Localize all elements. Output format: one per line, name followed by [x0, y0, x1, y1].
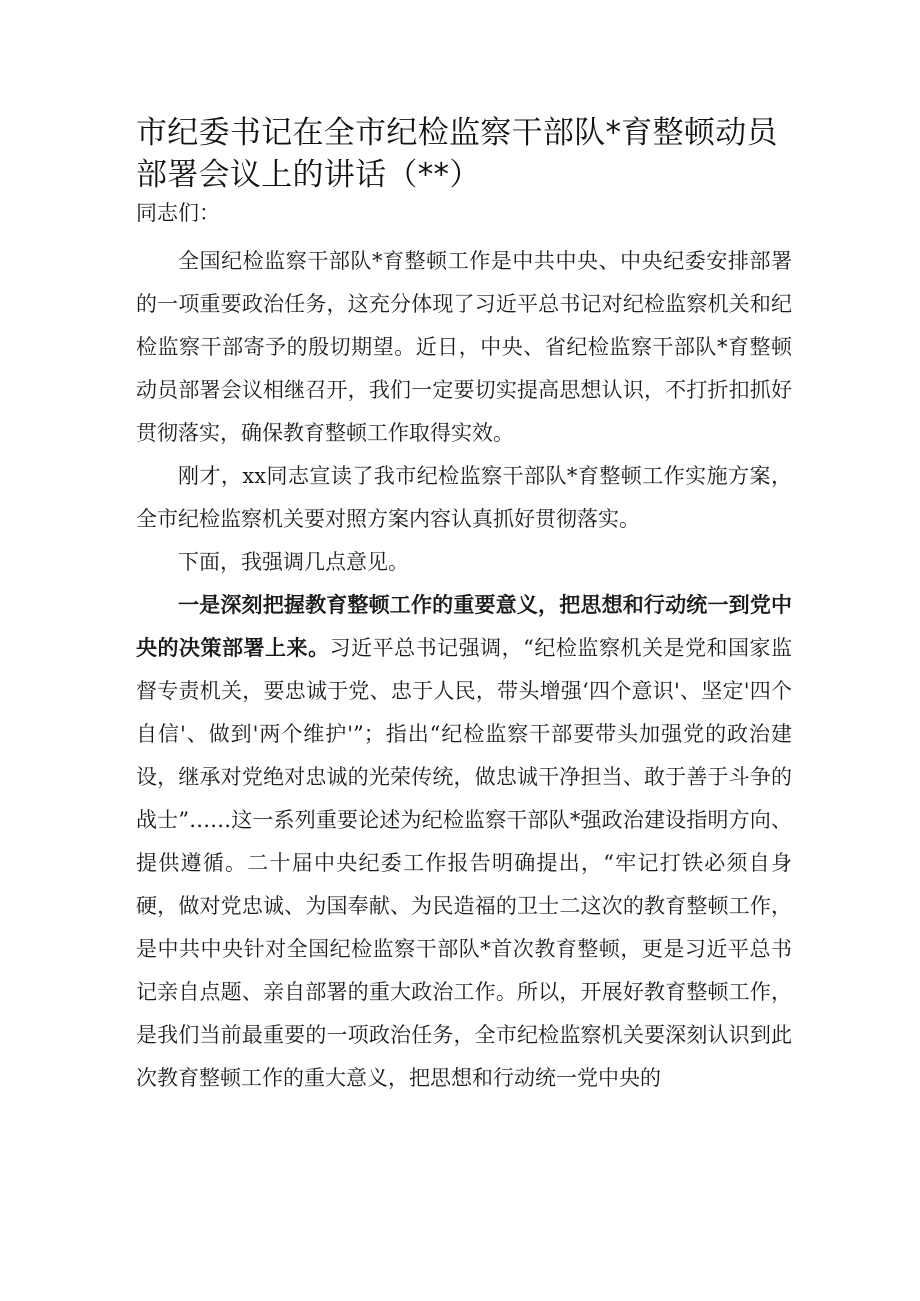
- paragraph-4: [136, 584, 792, 1100]
- paragraph-3: 下面，我强调几点意见。: [178, 550, 409, 574]
- paragraph-4-lead: 一是深刻把握教育整顿工作的重要意义，把思想和行动统一到党中央的决策部署上来。: [136, 593, 792, 660]
- paragraph-4-body: 习近平总书记强调，“纪检监察机关是党和国家监督专责机关，要忠诚于党、忠于人民，带头增强‘四个意识'、坚定'四个自信'、做到'两个维护'”；指出“纪检监察干部要带头加强党的政治建设，继承对党绝对忠诚的光荣传统，做忠诚干净担当、敢于善于斗争的战士”……这一系列重要论述为纪检监察干部队*强政治建设指明方向、提供遵循。二十届中央纪委工作报告明确提出，“牢记打铁必须自身硬，做对党忠诚、为国奉献、为民造福的卫士二这次的教育整顿工作，是中共中央针对全国纪检监察干部队*首次教育整顿，更是习近平总书记亲自点题、亲自部署的重大政治工作。所以，开展好教育整顿工作，是我们当前最重要的一项政治任务，全市纪检监察机关要深刻认识到此次教育整顿工作的重大意义，把思想和行动统一党中央的: [136, 636, 793, 1090]
- salutation: 同志们：: [136, 201, 220, 225]
- document-title: 市纪委书记在全市纪检监察干部队*育整顿动员部署会议上的讲话（**）: [136, 115, 778, 193]
- document-page: [136, 112, 792, 1100]
- paragraph-2: 刚才，xx同志宣读了我市纪检监察干部队*育整顿工作实施方案，全市纪检监察机关要对照方案内容认真抓好贯彻落实。: [136, 464, 792, 531]
- paragraph-1: 全国纪检监察干部队*育整顿工作是中共中央、中央纪委安排部署的一项重要政治任务，这充分体现了习近平总书记对纪检监察机关和纪检监察干部寄予的殷切期望。近日，中央、省纪检监察干部队*育整顿动员部署会议相继召开，我们一定要切实提高思想认识，不打折扣抓好贯彻落实，确保教育整顿工作取得实效。: [136, 249, 792, 445]
